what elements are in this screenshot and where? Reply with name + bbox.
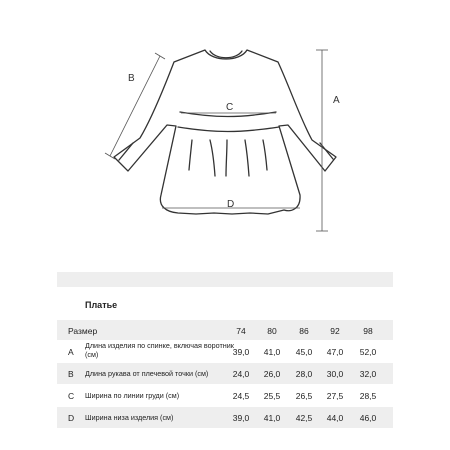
table-cell: 26,0 <box>263 369 281 379</box>
table-cell: 28,5 <box>359 391 377 401</box>
row-description: Длина изделия по спинке, включая воротник (см) <box>85 341 234 359</box>
label-b: B <box>128 73 135 84</box>
label-d: D <box>227 199 235 210</box>
table-cell: 24,0 <box>232 369 250 379</box>
table-cell: 25,5 <box>263 391 281 401</box>
skirt-fold <box>226 140 227 176</box>
table-cell: 47,0 <box>326 347 344 357</box>
label-c: C <box>226 102 234 113</box>
label-a: A <box>333 95 340 106</box>
table-cell: 26,5 <box>295 391 313 401</box>
size-74: 74 <box>236 326 246 336</box>
row-description: Длина рукава от плечевой точки (см) <box>85 369 209 378</box>
table-cell: 39,0 <box>232 347 250 357</box>
table-cell: 30,0 <box>326 369 344 379</box>
size-92: 92 <box>330 326 340 336</box>
table-title: Платье <box>85 300 118 310</box>
row-letter: D <box>68 413 75 423</box>
table-cell: 42,5 <box>295 413 313 423</box>
skirt-fold <box>189 140 192 170</box>
table-cell: 44,0 <box>326 413 344 423</box>
size-80: 80 <box>267 326 277 336</box>
row-description: Ширина низа изделия (см) <box>85 413 174 422</box>
waist-seam-bottom <box>178 127 279 132</box>
table-cell: 39,0 <box>232 413 250 423</box>
table-cell: 41,0 <box>263 413 281 423</box>
table-cell: 41,0 <box>263 347 281 357</box>
skirt-fold <box>245 140 249 176</box>
table-cell: 28,0 <box>295 369 313 379</box>
size-header-label: Размер <box>68 326 98 336</box>
row-description: Ширина по линии груди (см) <box>85 391 180 400</box>
skirt-fold <box>263 140 267 170</box>
size-98: 98 <box>363 326 373 336</box>
row-letter: C <box>68 391 75 401</box>
table-cell: 24,5 <box>232 391 250 401</box>
table-cell: 52,0 <box>359 347 377 357</box>
row-letter: B <box>68 369 74 379</box>
table-cell: 27,5 <box>326 391 344 401</box>
skirt-fold <box>210 140 215 176</box>
row-letter: A <box>68 347 74 357</box>
size-86: 86 <box>299 326 309 336</box>
table-cell: 32,0 <box>359 369 377 379</box>
table-cell: 45,0 <box>295 347 313 357</box>
top-band <box>57 272 393 287</box>
table-cell: 46,0 <box>359 413 377 423</box>
